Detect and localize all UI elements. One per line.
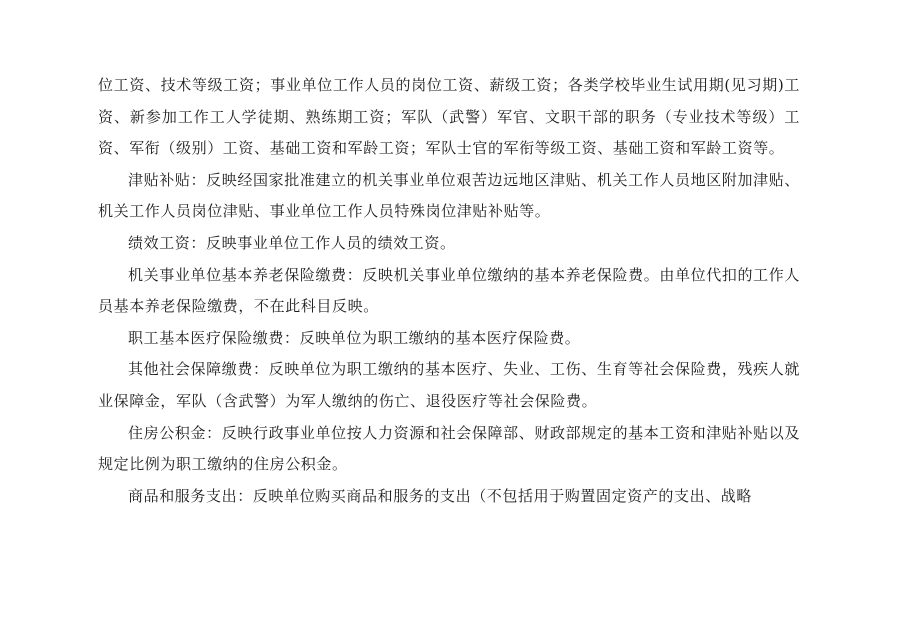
paragraph-pension-insurance: 机关事业单位基本养老保险缴费：反映机关事业单位缴纳的基本养老保险费。由单位代扣的工作人员基本养老保险缴费，不在此科目反映。 bbox=[98, 265, 800, 316]
paragraph-goods-services: 商品和服务支出：反映单位购买商品和服务的支出（不包括用于购置固定资产的支出、战略 bbox=[128, 486, 753, 505]
paragraph-other-social-security: 其他社会保障缴费：反映单位为职工缴纳的基本医疗、失业、工伤、生育等社会保险费，残疾人就业保障金，军队（含武警）为军人缴纳的伤亡、退役医疗等社会保险费。 bbox=[98, 360, 800, 410]
paragraph-housing-fund: 住房公积金：反映行政事业单位按人力资源和社会保障部、财政部规定的基本工资和津贴补贴以及规定比例为职工缴纳的住房公积金。 bbox=[98, 423, 800, 474]
paragraph-performance-pay: 绩效工资：反映事业单位工作人员的绩效工资。 bbox=[128, 233, 456, 252]
paragraph-allowances: 津贴补贴：反映经国家批准建立的机关事业单位艰苦边远地区津贴、机关工作人员地区附加津贴、机关工作人员岗位津贴、事业单位工作人员特殊岗位津贴补贴等。 bbox=[98, 170, 800, 221]
paragraph-medical-insurance: 职工基本医疗保险缴费：反映单位为职工缴纳的基本医疗保险费。 bbox=[128, 328, 581, 347]
paragraph-wage-continuation: 位工资、技术等级工资；事业单位工作人员的岗位工资、薪级工资；各类学校毕业生试用期(见习期)工资、新参加工作工人学徒期、熟练期工资；军队（武警）军官、文职干部的职务（专业技术等级）工资、军衔（级别）工资、基础工资和军龄工资；军队士官的军衔等级工资、基础工资和军龄工资等。 bbox=[98, 76, 800, 158]
document-body bbox=[98, 70, 800, 512]
